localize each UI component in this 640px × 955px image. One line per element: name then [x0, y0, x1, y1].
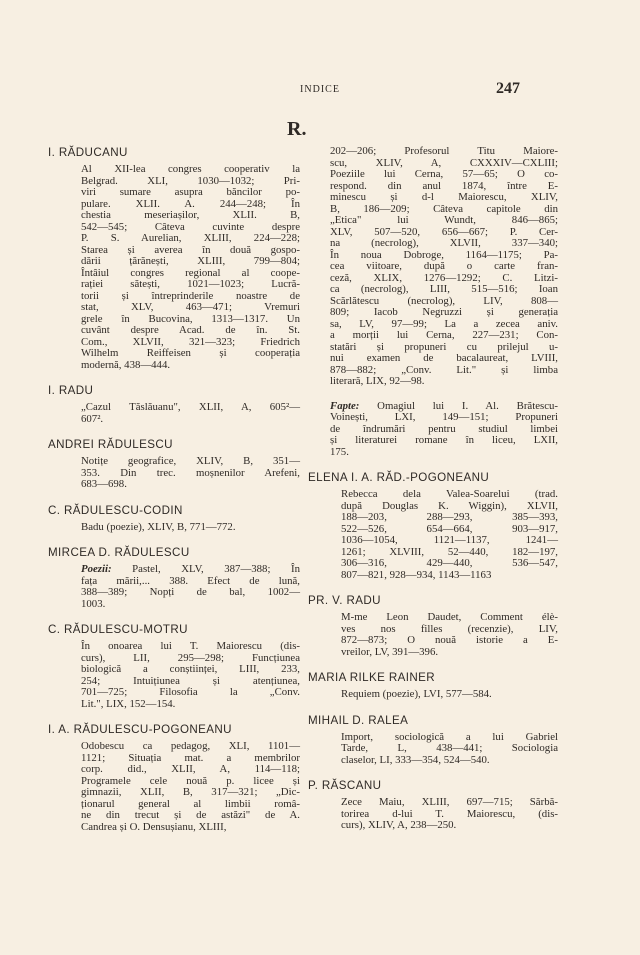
index-entry — [308, 779, 558, 832]
entry-line: B, 186—209; Câteva capitole din — [330, 202, 558, 215]
entry-label: Fapte: — [330, 399, 360, 412]
entry-line: Notițe geografice, XLIV, B, 351— — [81, 455, 300, 467]
entry-line: 388—389; Nopți de bal, 1002— — [81, 586, 300, 598]
entry-line: Poeziile lui Cerna, 57—65; O co- — [330, 168, 558, 180]
entry-line: ne din trecut și de astăzi" de A. — [81, 809, 300, 821]
entry-line: minescu și d-l Maiorescu, XLIV, — [330, 191, 558, 203]
entry-body — [341, 489, 558, 581]
entry-author: PR. V. RADU — [308, 594, 381, 607]
entry-line: Com., XLVII, 321—323; Friedrich — [81, 335, 300, 348]
entry-line: nui examen de bacalaureat, LVIII, — [330, 352, 558, 364]
entry-line: statări și propuneri cu prilejul u- — [330, 340, 558, 353]
entry-line: 1121; Situația mat. a membrilor — [81, 751, 300, 764]
entry-label: Poezii: — [81, 563, 112, 575]
left-column — [48, 146, 300, 846]
entry-line: 878—882; „Conv. Lit." și limba — [330, 363, 558, 376]
entry-line: și literaturei romane în liceu, LXII, — [330, 434, 558, 446]
entry-body — [81, 741, 300, 833]
entry-line: Voinești, LXI, 149—151; Propuneri — [330, 411, 558, 423]
entry-body — [341, 612, 558, 658]
entry-line: literară, LIX, 92—98. — [330, 375, 425, 387]
index-entry — [48, 384, 300, 425]
entry-line: 175. — [330, 445, 349, 458]
entry-line: 683—698. — [81, 478, 127, 490]
entry-line: Scărlătescu (necrolog), LIV, 808— — [330, 294, 558, 307]
index-entry — [48, 546, 300, 610]
entry-author: MARIA RILKE RAINER — [308, 671, 436, 684]
entry-line: torii și întreprinderile noastre de — [81, 289, 300, 302]
fapte-entry — [330, 401, 558, 459]
entry-line: a morții lui Cerna, 227—231; Con- — [330, 329, 558, 341]
entry-line: 542—545; Câteva cuvinte despre — [81, 220, 300, 233]
entry-author: MIRCEA D. RĂDULESCU — [48, 546, 190, 559]
entry-body — [81, 402, 300, 425]
entry-line: Starea și averea în două gospo- — [81, 243, 300, 256]
entry-body — [81, 456, 300, 491]
entry-line: torirea d-lui T. Maiorescu, (dis- — [341, 807, 558, 820]
entry-line: ționarul general al limbii româ- — [81, 797, 300, 810]
right-entries — [308, 471, 558, 832]
entry-line: dării țărănești, XLIII, 799—804; — [81, 255, 300, 267]
entry-line: 1261; XLVIII, 52—440, 182—197, — [341, 545, 558, 558]
entry-author: C. RĂDULESCU-CODIN — [48, 503, 183, 517]
entry-line: 809; Iacob Negruzzi și generația — [330, 306, 558, 318]
entry-line: cuvânt despre Acad. de în. St. — [81, 324, 300, 336]
entry-line: Tarde, L, 438—441; Sociologia — [341, 742, 558, 754]
section-letter: R. — [287, 118, 307, 140]
entry-line: după Douglas K. Wiggin), XLVII, — [341, 499, 558, 512]
index-entry — [308, 671, 558, 701]
entry-author: MIHAIL D. RALEA — [308, 713, 409, 727]
entry-line: Wilhelm Reiffeisen și cooperația — [81, 347, 300, 359]
entry-body — [341, 689, 558, 701]
entry-body — [81, 522, 300, 534]
entry-line: 353. Din trec. moșnenilor Arefeni, — [81, 466, 300, 479]
entry-line: ceză, XLIX, 1276—1292; C. Litzi- — [330, 271, 558, 284]
entry-line: biologică a conștiinței, LIII, 233, — [81, 663, 300, 675]
index-entry — [48, 146, 300, 371]
entry-line: 202—206; Profesorul Titu Maiore- — [330, 145, 558, 157]
entry-line: M-me Leon Daudet, Comment élè- — [341, 611, 558, 623]
entry-line: respond. din anul 1874, între E- — [330, 179, 558, 192]
index-entry — [48, 438, 300, 491]
entry-line: Programele cele nouă p. licee și — [81, 774, 300, 787]
entry-line: Rebecca dela Valea-Soarelui (trad. — [341, 488, 558, 500]
entry-line: Candrea și O. Densușianu, XLIII, — [81, 820, 227, 833]
entry-line: 1036—1054, 1121—1137, 1241— — [341, 534, 558, 546]
entry-line: 807—821, 928—934, 1143—1163 — [341, 568, 492, 581]
entry-line: vreilor, LV, 391—396. — [341, 645, 439, 658]
entry-line: „Etica" lui Wundt, 846—865; — [330, 214, 558, 226]
entry-line: 306—316, 429—440, 536—547, — [341, 557, 558, 569]
entry-line: 607². — [81, 412, 104, 425]
entry-line: 701—725; Filosofia la „Conv. — [81, 686, 300, 698]
index-entry — [48, 623, 300, 710]
entry-line: curs), LII, 295—298; Funcțiunea — [81, 651, 300, 664]
entry-author: C. RĂDULESCU-MOTRU — [48, 623, 188, 636]
entry-line: În noua Dobroge, 1164—1175; Pa- — [330, 248, 558, 261]
entry-line: 188—203, 288—293, 385—393, — [341, 511, 558, 523]
entry-line: 872—873; O nouă istorie a E- — [341, 634, 558, 646]
entry-line: Lit.", LIX, 152—154. — [81, 697, 176, 710]
entry-author: P. RĂSCANU — [308, 779, 382, 792]
entry-line: Fapte: Omagiul lui I. Al. Brătescu- — [330, 399, 558, 412]
entry-line: XLV, 507—520, 656—667; P. Cer- — [330, 225, 558, 238]
entry-body — [81, 641, 300, 710]
index-entry — [308, 594, 558, 658]
entry-author: I. RADU — [48, 384, 94, 397]
entry-author: ANDREI RĂDULESCU — [48, 438, 173, 451]
entry-line: modernă, 438—444. — [81, 358, 171, 371]
entry-line: Zece Maiu, XLIII, 697—715; Sărbă- — [341, 796, 558, 808]
running-title: INDICE — [300, 84, 340, 95]
entry-line: În onoarea lui T. Maiorescu (dis- — [81, 640, 300, 652]
entry-line: stat, XLV, 463—471; Vremuri — [81, 301, 300, 313]
entry-line: cea viitoare, după o carte fran- — [330, 260, 558, 272]
entry-line: Badu (poezie), XLIV, B, 771—772. — [81, 520, 236, 533]
entry-line: 254; Intuițiunea și atențiunea, — [81, 674, 300, 687]
entry-line: Requiem (poezie), LVI, 577—584. — [341, 688, 492, 700]
entry-line: Întâiul congres regional al coope- — [81, 266, 300, 279]
entry-line: „Cazul Tăslăuanu", XLII, A, 605²— — [81, 401, 300, 413]
index-entry — [48, 723, 300, 833]
entry-line: chestia meseriașilor, XLII. B, — [81, 209, 300, 221]
entry-line: pulare. XLII. A. 244—248; În — [81, 197, 300, 210]
entry-line: grele în Bucovina, 1313—1317. Un — [81, 312, 300, 325]
entry-line: claselor, LI, 333—354, 524—540. — [341, 753, 490, 766]
entry-line: curs), XLIV, A, 238—250. — [341, 819, 457, 831]
entry-line: rației sătești, 1021—1023; Lucră- — [81, 278, 300, 290]
entry-line: de îndrumări pentru studiul limbei — [330, 422, 558, 435]
entry-line: scu, XLIV, A, CXXXIV—CXLIII; — [330, 156, 558, 169]
entry-line: sa, LV, 97—99; La a zecea aniv. — [330, 317, 558, 330]
entry-line: corp. did., XLII, A, 114—118; — [81, 763, 300, 775]
entry-line: ves nos filles (recenzie), LIV, — [341, 622, 558, 635]
entry-body — [81, 164, 300, 371]
entry-line: fața mării,... 388. Efect de lună, — [81, 574, 300, 587]
entry-line: Al XII-lea congres cooperativ la — [81, 163, 300, 175]
entry-line: Odobescu ca pedagog, XLI, 1101— — [81, 740, 300, 752]
page-number: 247 — [496, 80, 520, 97]
entry-author: ELENA I. A. RĂD.-POGONEANU — [308, 471, 490, 484]
entry-author: I. A. RĂDULESCU-POGONEANU — [48, 723, 232, 736]
entry-line: Poezii: Pastel, XLV, 387—388; În — [81, 563, 300, 575]
entry-author: I. RĂDUCANU — [48, 146, 128, 159]
continued-entry — [330, 146, 558, 388]
entry-line: 522—526, 654—664, 903—917, — [341, 522, 558, 535]
entry-body — [341, 797, 558, 832]
right-column — [308, 146, 558, 845]
entry-line: 1003. — [81, 597, 106, 610]
entry-body — [341, 732, 558, 767]
entry-line: Belgrad. XLI, 1030—1032; Pri- — [81, 174, 300, 187]
index-entry — [308, 471, 558, 581]
entry-body — [81, 564, 300, 610]
entry-line: viri sumare asupra băncilor po- — [81, 186, 300, 198]
entry-line: na (necrolog), XLVII, 337—340; — [330, 237, 558, 249]
entry-line: gimnazii, XLII, B, 317—321; „Dic- — [81, 786, 300, 798]
index-entry — [48, 504, 300, 534]
index-entry — [308, 714, 558, 767]
entry-line: Import, sociologică a lui Gabriel — [341, 730, 558, 743]
entry-line: ca (necrolog), LIII, 515—516; Ioan — [330, 283, 558, 295]
entry-line: P. S. Aurelian, XLIII, 224—228; — [81, 232, 300, 244]
